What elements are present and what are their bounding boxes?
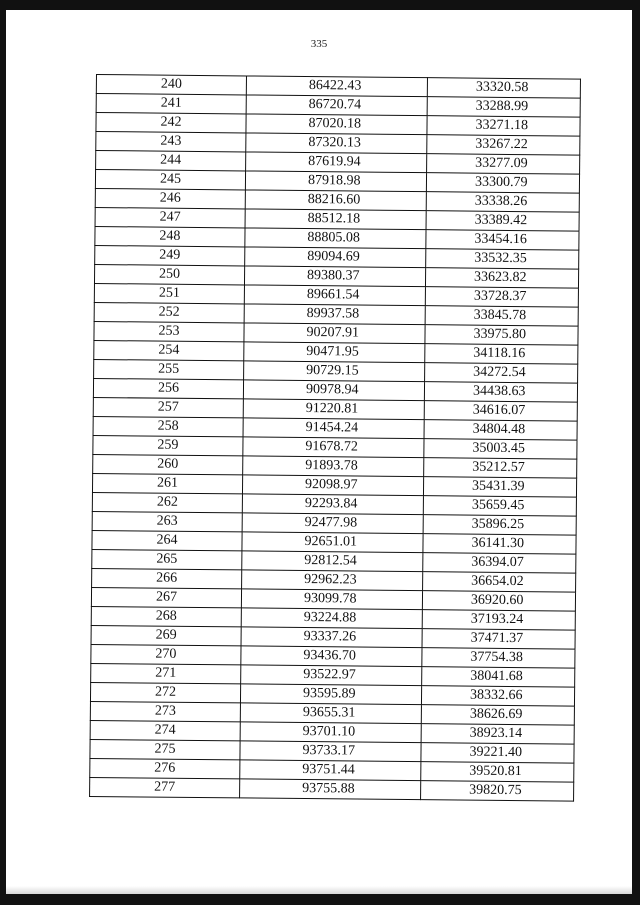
point-id-cell: 258 [93, 416, 243, 436]
page-number: 335 [310, 38, 328, 50]
table-body [90, 75, 581, 802]
point-id-cell: 252 [94, 302, 244, 322]
x-coordinate-cell: 87020.18 [246, 114, 427, 135]
x-coordinate-cell: 93701.10 [240, 722, 421, 743]
x-coordinate-cell: 92477.98 [242, 513, 423, 534]
page-edge-shadow [6, 886, 632, 894]
coordinate-table-wrapper [89, 74, 580, 802]
point-id-cell: 269 [91, 625, 241, 645]
point-id-cell: 265 [92, 549, 242, 569]
x-coordinate-cell: 93751.44 [240, 760, 421, 781]
point-id-cell: 277 [90, 777, 240, 797]
point-id-cell: 259 [93, 435, 243, 455]
y-coordinate-cell: 33320.58 [427, 78, 580, 98]
x-coordinate-cell: 93595.89 [240, 684, 421, 705]
point-id-cell: 240 [96, 75, 246, 95]
y-coordinate-cell: 36394.07 [423, 553, 576, 573]
table-row [90, 777, 574, 801]
coordinate-table [89, 74, 581, 802]
y-coordinate-cell: 33623.82 [425, 268, 578, 288]
x-coordinate-cell: 86422.43 [246, 76, 427, 97]
y-coordinate-cell: 38923.14 [421, 724, 574, 744]
x-coordinate-cell: 89661.54 [244, 285, 425, 306]
x-coordinate-cell: 89094.69 [245, 247, 426, 268]
point-id-cell: 275 [90, 739, 240, 759]
x-coordinate-cell: 88805.08 [245, 228, 426, 249]
y-coordinate-cell: 37471.37 [422, 629, 575, 649]
y-coordinate-cell: 33389.42 [426, 211, 579, 231]
y-coordinate-cell: 36920.60 [422, 591, 575, 611]
y-coordinate-cell: 34616.07 [424, 401, 577, 421]
y-coordinate-cell: 38041.68 [422, 667, 575, 687]
y-coordinate-cell: 33454.16 [426, 230, 579, 250]
point-id-cell: 243 [96, 132, 246, 152]
x-coordinate-cell: 93522.97 [241, 665, 422, 686]
x-coordinate-cell: 90471.95 [244, 342, 425, 363]
point-id-cell: 255 [94, 359, 244, 379]
y-coordinate-cell: 34272.54 [425, 363, 578, 383]
y-coordinate-cell: 33288.99 [427, 97, 580, 117]
point-id-cell: 257 [93, 397, 243, 417]
x-coordinate-cell: 93733.17 [240, 741, 421, 762]
x-coordinate-cell: 93337.26 [241, 627, 422, 648]
x-coordinate-cell: 87619.94 [246, 152, 427, 173]
y-coordinate-cell: 34804.48 [424, 420, 577, 440]
x-coordinate-cell: 91220.81 [243, 399, 424, 420]
x-coordinate-cell: 91678.72 [243, 437, 424, 458]
x-coordinate-cell: 88216.60 [245, 190, 426, 211]
point-id-cell: 274 [90, 720, 240, 740]
point-id-cell: 261 [92, 473, 242, 493]
point-id-cell: 250 [94, 264, 244, 284]
point-id-cell: 246 [95, 188, 245, 208]
y-coordinate-cell: 33300.79 [426, 173, 579, 193]
point-id-cell: 245 [95, 170, 245, 190]
y-coordinate-cell: 33975.80 [425, 325, 578, 345]
point-id-cell: 247 [95, 207, 245, 227]
point-id-cell: 264 [92, 530, 242, 550]
point-id-cell: 256 [93, 378, 243, 398]
y-coordinate-cell: 35659.45 [423, 496, 576, 516]
x-coordinate-cell: 91893.78 [243, 456, 424, 477]
y-coordinate-cell: 38332.66 [421, 686, 574, 706]
point-id-cell: 271 [91, 663, 241, 683]
y-coordinate-cell: 37754.38 [422, 648, 575, 668]
y-coordinate-cell: 37193.24 [422, 610, 575, 630]
point-id-cell: 248 [95, 226, 245, 246]
point-id-cell: 272 [90, 682, 240, 702]
x-coordinate-cell: 92098.97 [242, 475, 423, 496]
point-id-cell: 270 [91, 644, 241, 664]
x-coordinate-cell: 89380.37 [244, 266, 425, 287]
x-coordinate-cell: 92651.01 [242, 532, 423, 553]
document-page [6, 10, 632, 894]
y-coordinate-cell: 39820.75 [421, 781, 574, 801]
x-coordinate-cell: 90729.15 [244, 361, 425, 382]
y-coordinate-cell: 38626.69 [421, 705, 574, 725]
point-id-cell: 251 [94, 283, 244, 303]
y-coordinate-cell: 34118.16 [425, 344, 578, 364]
x-coordinate-cell: 87320.13 [246, 133, 427, 154]
x-coordinate-cell: 93755.88 [240, 779, 421, 800]
y-coordinate-cell: 39520.81 [421, 762, 574, 782]
point-id-cell: 267 [91, 587, 241, 607]
x-coordinate-cell: 92812.54 [242, 551, 423, 572]
y-coordinate-cell: 39221.40 [421, 743, 574, 763]
y-coordinate-cell: 35431.39 [423, 477, 576, 497]
point-id-cell: 244 [96, 151, 246, 171]
point-id-cell: 263 [92, 511, 242, 531]
x-coordinate-cell: 93224.88 [241, 608, 422, 629]
x-coordinate-cell: 92962.23 [242, 570, 423, 591]
point-id-cell: 273 [90, 701, 240, 721]
y-coordinate-cell: 34438.63 [424, 382, 577, 402]
point-id-cell: 266 [92, 568, 242, 588]
point-id-cell: 254 [94, 340, 244, 360]
point-id-cell: 262 [92, 492, 242, 512]
point-id-cell: 253 [94, 321, 244, 341]
y-coordinate-cell: 33728.37 [425, 287, 578, 307]
x-coordinate-cell: 90978.94 [243, 380, 424, 401]
x-coordinate-cell: 89937.58 [244, 304, 425, 325]
y-coordinate-cell: 33267.22 [427, 135, 580, 155]
y-coordinate-cell: 33532.35 [426, 249, 579, 269]
x-coordinate-cell: 86720.74 [246, 95, 427, 116]
point-id-cell: 242 [96, 113, 246, 133]
x-coordinate-cell: 93655.31 [240, 703, 421, 724]
y-coordinate-cell: 35212.57 [424, 458, 577, 478]
point-id-cell: 260 [93, 454, 243, 474]
y-coordinate-cell: 35896.25 [423, 515, 576, 535]
x-coordinate-cell: 93099.78 [241, 589, 422, 610]
y-coordinate-cell: 33271.18 [427, 116, 580, 136]
x-coordinate-cell: 91454.24 [243, 418, 424, 439]
y-coordinate-cell: 36654.02 [423, 572, 576, 592]
y-coordinate-cell: 33845.78 [425, 306, 578, 326]
point-id-cell: 241 [96, 94, 246, 114]
x-coordinate-cell: 93436.70 [241, 646, 422, 667]
x-coordinate-cell: 88512.18 [245, 209, 426, 230]
y-coordinate-cell: 33277.09 [427, 154, 580, 174]
point-id-cell: 249 [95, 245, 245, 265]
y-coordinate-cell: 36141.30 [423, 534, 576, 554]
x-coordinate-cell: 87918.98 [245, 171, 426, 192]
y-coordinate-cell: 33338.26 [426, 192, 579, 212]
point-id-cell: 268 [91, 606, 241, 626]
y-coordinate-cell: 35003.45 [424, 439, 577, 459]
x-coordinate-cell: 90207.91 [244, 323, 425, 344]
point-id-cell: 276 [90, 758, 240, 778]
x-coordinate-cell: 92293.84 [242, 494, 423, 515]
